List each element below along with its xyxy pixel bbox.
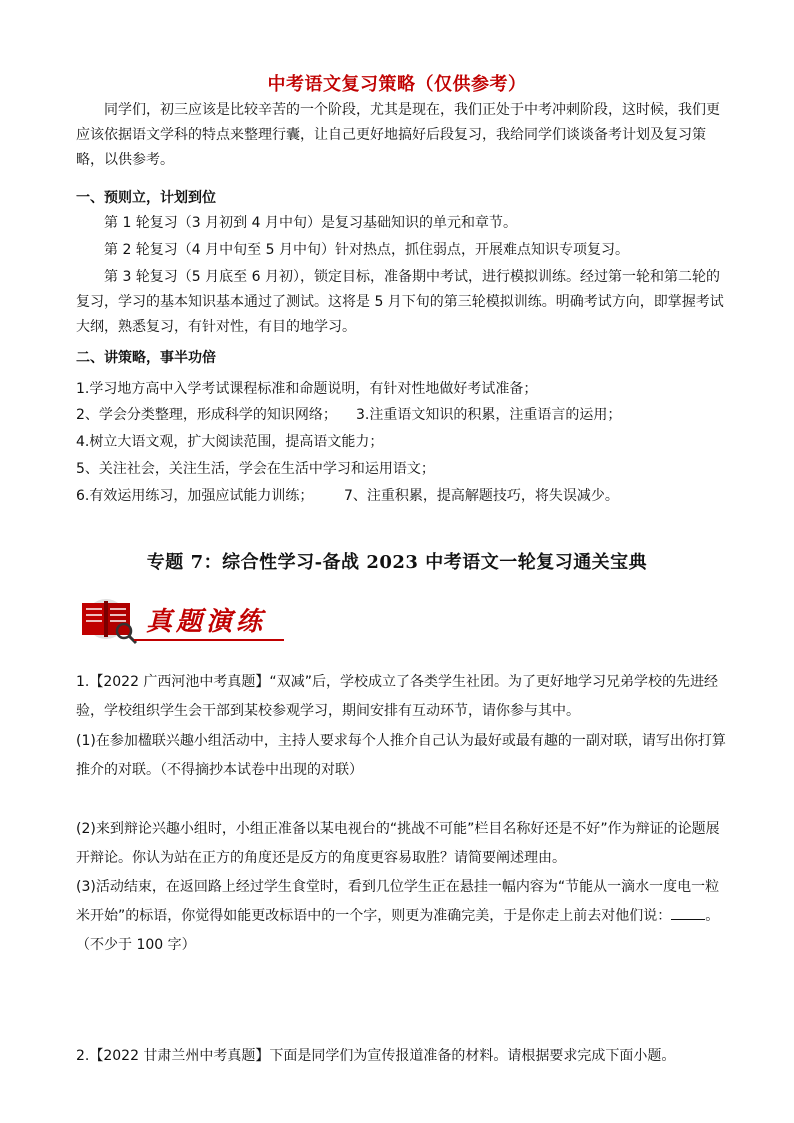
section-banner	[76, 595, 286, 647]
banner-label: 真题演练	[146, 607, 267, 637]
question-2-stem: 2.【2022 甘肃兰州中考真题】下面是同学们为宣传报道准备的材料。请根据要求完成下面小题。	[76, 1048, 676, 1064]
question-1-stem: 1.【2022 广西河池中考真题】“双减”后，学校成立了各类学生社团。为了更好地学习兄弟学校的先进经验，学校组织学生会干部到某校参观学习，期间安排有互动环节，请你参与其中。	[76, 674, 718, 719]
page-title: 中考语文复习策略（仅供参考）	[267, 74, 527, 95]
strategy-item-6: 6.有效运用练习，加强应试能力训练；	[76, 488, 314, 504]
strategy-item-5: 5、关注社会，关注生活，学会在生活中学习和运用语文；	[76, 461, 435, 477]
answer-blank[interactable]	[671, 905, 705, 920]
strategy-item-4: 4.树立大语文观，扩大阅读范围，提高语文能力；	[76, 434, 384, 450]
section2-heading: 二、讲策略，事半功倍	[76, 350, 216, 366]
round3-text: 第 3 轮复习（5 月底至 6 月初），锁定目标，准备期中考试，进行模拟训练。经过第一轮和第二轮的复习，学习的基本知识基本通过了测试。这将是 5 月下旬的第三轮模拟训练。明确考试方向，即掌握考试大纲，熟悉复习，有针对性，有目的地学习。	[76, 269, 724, 335]
question-1-sub2: (2)来到辩论兴趣小组时，小组正准备以某电视台的“挑战不可能”栏目名称好还是不好”作为辩证的论题展开辩论。你认为站在正方的角度还是反方的角度更容易取胜？请简要阐述理由。	[76, 821, 720, 866]
strategy-item-2: 2、学会分类整理，形成科学的知识网络；	[76, 407, 337, 423]
topic-title: 专题 7：综合性学习-备战 2023 中考语文一轮复习通关宝典	[146, 552, 648, 573]
banner-underline	[134, 639, 284, 641]
strategy-item-1: 1.学习地方高中入学考试课程标准和命题说明，有针对性地做好考试准备；	[76, 381, 538, 397]
strategy-item-3: 3.注重语文知识的积累，注重语言的运用；	[356, 407, 622, 423]
book-icon	[76, 595, 140, 647]
question-1-sub1: (1)在参加楹联兴趣小组活动中，主持人要求每个人推介自己认为最好或最有趣的一副对联，请写出你打算推介的对联。（不得摘抄本试卷中出现的对联）	[76, 733, 726, 778]
sub3-text: (3)活动结束，在返回路上经过学生食堂时，看到几位学生正在悬挂一幅内容为“节能从一滴水一度电一粒米开始”的标语，你觉得如能更改标语中的一个字，则更为准确完美，于是你走上前去对他们说：	[76, 879, 720, 924]
strategy-item-7: 7、注重积累，提高解题技巧，将失误减少。	[344, 488, 619, 504]
intro-paragraph: 同学们，初三应该是比较辛苦的一个阶段，尤其是现在，我们正处于中考冲刺阶段，这时候，我们更应该依据语文学科的特点来整理行囊，让自己更好地搞好后段复习，我给同学们谈谈备考计划及复习策略，以供参考。	[76, 102, 720, 168]
question-1-sub3	[76, 873, 726, 960]
section1-heading: 一、预则立，计划到位	[76, 190, 216, 206]
sub3-requirement: 。（不少于 100 字）	[76, 908, 720, 953]
round1-text: 第 1 轮复习（3 月初到 4 月中旬）是复习基础知识的单元和章节。	[104, 215, 517, 231]
round2-text: 第 2 轮复习（4 月中旬至 5 月中旬）针对热点，抓住弱点，开展难点知识专项复习。	[104, 242, 629, 258]
